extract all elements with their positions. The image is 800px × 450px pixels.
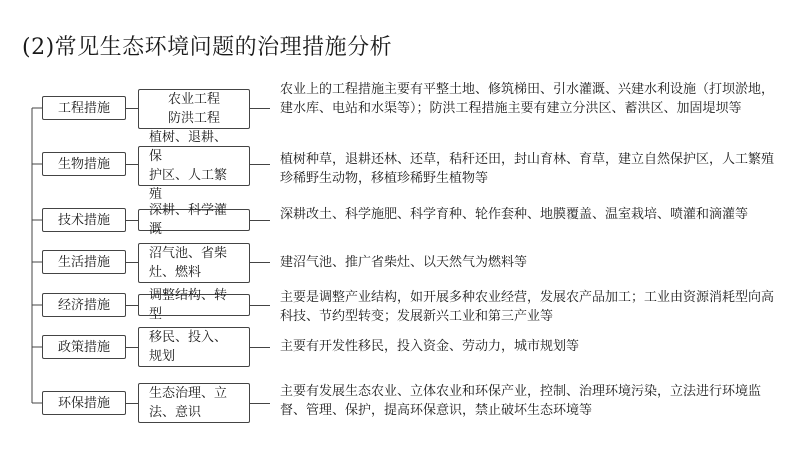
measure-box (138, 288, 250, 322)
measure-box (138, 130, 250, 202)
category-label: 技术措施 (57, 212, 110, 228)
category-label: 生活措施 (57, 254, 110, 270)
measure-box (138, 89, 250, 129)
connector-line (250, 164, 270, 165)
connector-line (250, 262, 270, 263)
measure-box (138, 243, 250, 283)
category-box (42, 293, 126, 317)
measure-label: 深耕、科学灌溉 (149, 203, 228, 237)
category-box (42, 250, 126, 274)
measure-label: 移民、投入、 规划 (149, 330, 228, 364)
connector-line (250, 220, 270, 221)
measure-description: 植树种草，退耕还林、还草，秸秆还田，封山育林、育草，建立自然保护区，人工繁殖珍稀野生动物，移植珍稀野生植物等 (280, 152, 775, 186)
connector-line (126, 305, 138, 306)
measure-label: 调整结构、转型 (149, 288, 228, 322)
measure-description: 建沼气池、推广省柴灶、以天然气为燃料等 (280, 255, 528, 270)
connector-line (126, 220, 138, 221)
measure-label: 植树、退耕、保 护区、人工繁殖 (149, 130, 228, 202)
connector-line (126, 262, 138, 263)
connector-line (126, 108, 138, 109)
connector-line (126, 403, 138, 404)
category-box (42, 96, 126, 120)
measure-label: 农业工程 防洪工程 (167, 92, 220, 126)
measure-description: 主要有开发性移民，投入资金、劳动力，城市规划等 (280, 339, 580, 354)
measure-label: 生态治理、立 法、意识 (149, 386, 228, 420)
connector-line (126, 347, 138, 348)
category-box (42, 152, 126, 176)
category-label: 工程措施 (57, 100, 110, 116)
measure-description: 深耕改土、科学施肥、科学育种、轮作套种、地膜覆盖、温室栽培、喷灌和滴灌等 (280, 207, 749, 222)
measure-description: 农业上的工程措施主要有平整土地、修筑梯田、引水灌溉、兴建水利设施（打坝淤地，建水库、电站和水渠等）；防洪工程措施主要有建立分洪区、蓄洪区、加固堤坝等 (280, 82, 775, 116)
measure-description: 主要有发展生态农业、立体农业和环保产业，控制、治理环境污染，立法进行环境监督、管理、保护，提高环保意识，禁止破坏生态环境等 (280, 384, 762, 418)
measure-label: 沼气池、省柴 灶、燃料 (149, 246, 228, 280)
category-box (42, 391, 126, 415)
category-label: 生物措施 (57, 156, 110, 172)
connector-line (126, 164, 138, 165)
measure-box (138, 203, 250, 237)
category-box (42, 335, 126, 359)
measure-description: 主要是调整产业结构，如开展多种农业经营，发展农产品加工；工业由资源消耗型向高科技、节约型转变；发展新兴工业和第三产业等 (280, 290, 775, 324)
category-label: 政策措施 (57, 339, 110, 355)
connector-line (250, 305, 270, 306)
category-box (42, 208, 126, 232)
connector-line (250, 108, 270, 109)
measure-box (138, 327, 250, 367)
measure-box (138, 383, 250, 423)
connector-line (250, 347, 270, 348)
category-label: 环保措施 (57, 395, 110, 411)
page-title: (2)常见生态环境问题的治理措施分析 (22, 35, 393, 60)
category-label: 经济措施 (57, 297, 110, 313)
connector-line (250, 403, 270, 404)
